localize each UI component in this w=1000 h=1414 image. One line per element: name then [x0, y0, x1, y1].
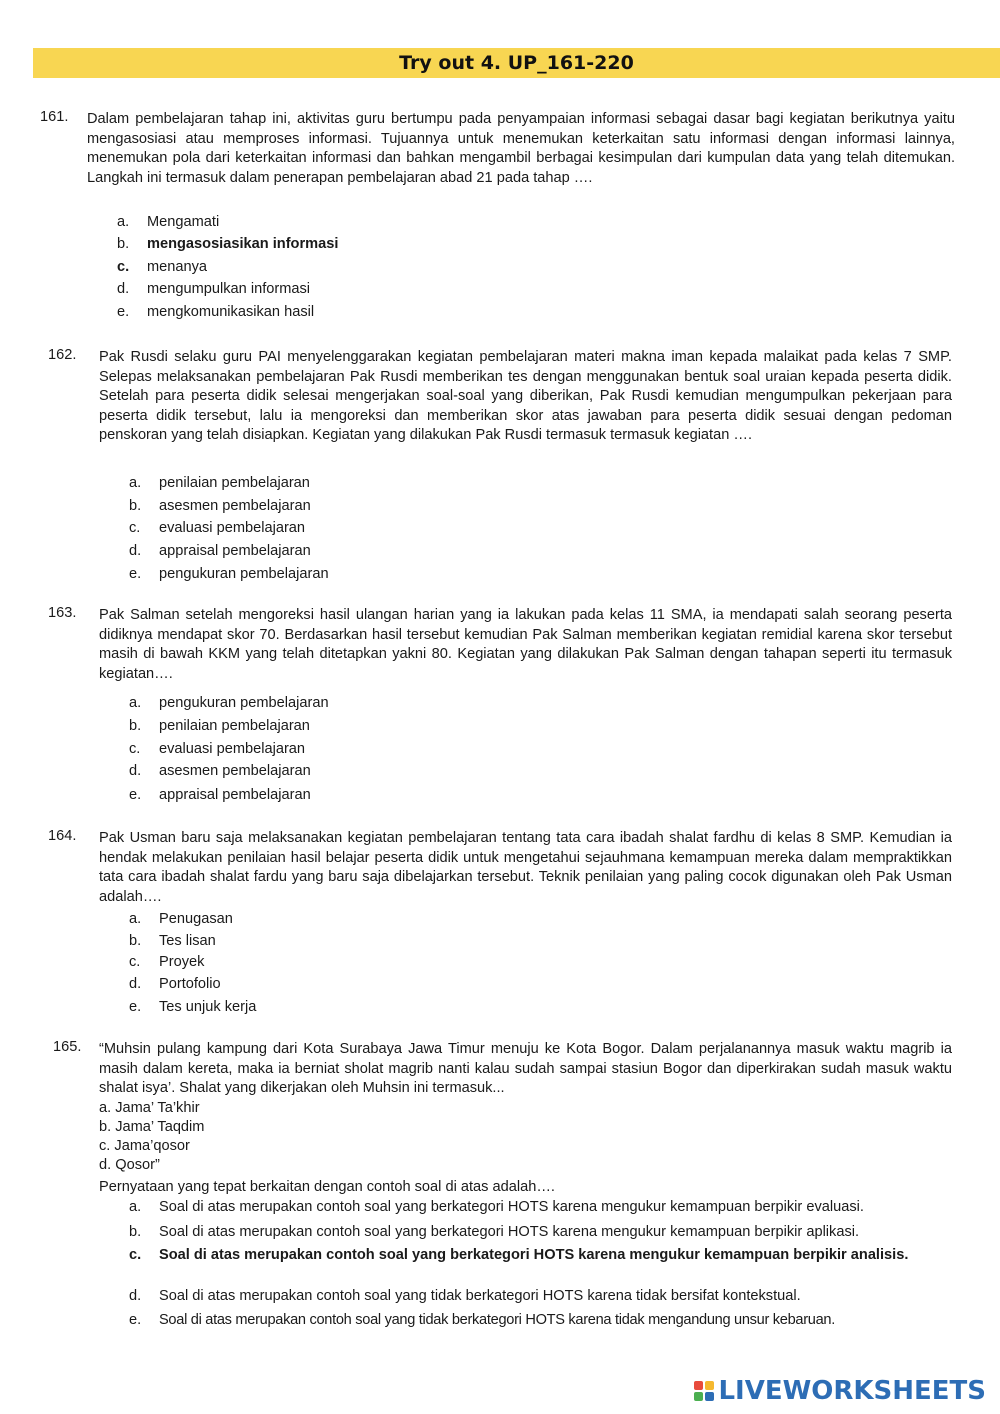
question-number: 161.	[40, 109, 69, 125]
question-prompt: Pernyataan yang tepat berkaitan dengan contoh soal di atas adalah….	[99, 1179, 555, 1195]
question-text: Dalam pembelajaran tahap ini, aktivitas guru bertumpu pada penyampaian informasi sebagai dasar bagi kegiatan berikutnya yaitu mengasosiasi atau memproses informasi. Tujuannya untuk menemukan keterkaitan satu informasi dengan informasi lainnya, menemukan pola dari keterkaitan informasi dan bahkan mengambil berbagai kesimpulan dari kumpulan data yang telah ditemukan. Langkah ini termasuk dalam penerapan pembelajaran abad 21 pada tahap ….	[87, 111, 955, 186]
question-text: Pak Rusdi selaku guru PAI menyelenggarakan kegiatan pembelajaran materi makna iman kepada malaikat pada kelas 7 SMP. Selepas melaksanakan pembelajaran Pak Rusdi memberikan tes dengan menggunakan bentuk soal uraian kepada peserta didik. Setelah para peserta didik selesai mengerjakan soal-soal yang diberikan, Pak Rusdi kemudian mengumpulkan pekerjaan para peserta didik tersebut, lalu ia mengoreksi dan memberikan skor atas jawaban para peserta didik sesuai dengan pedoman penskoran yang telah disiapkan. Kegiatan yang dilakukan Pak Rusdi termasuk termasuk kegiatan ….	[99, 349, 952, 444]
question-164: 164. Pak Usman baru saja melaksanakan kegiatan pembelajaran tentang tata cara ibadah shalat fardhu di kelas 8 SMP. Kemudian ia hendak melakukan penilaian hasil belajar peserta didik untuk mengetahui sejauhmana kemampuan mereka dalam mempraktikkan tata cara ibadah shalat fardu yang baru saja dibelajarkan tersebut. Teknik penilaian yang paling cocok digunakan oleh Pak Usman adalah…. a. Penugasan b. Tes lisan c. Proyek d. Portofolio e. Tes unjuk kerja	[48, 828, 952, 1015]
sub-option-b: b. Jama’ Taqdim	[99, 1119, 205, 1135]
question-text: Pak Salman setelah mengoreksi hasil ulangan harian yang ia lakukan pada kelas 11 SMA, ia mendapati salah seorang peserta didiknya mendapat skor 70. Berdasarkan hasil tersebut kemudian Pak Salman memberikan kegiatan remidial karena skor tersebut masih di bawah KKM yang telah ditetapkan yakni 80. Kegiatan yang dilakukan Pak Salman dengan tahapan seperti itu termasuk kegiatan….	[99, 607, 952, 682]
question-161: 161. Dalam pembelajaran tahap ini, aktivitas guru bertumpu pada penyampaian informasi sebagai dasar bagi kegiatan berikutnya yaitu mengasosiasi atau memproses informasi. Tujuannya untuk menemukan keterkaitan satu informasi dengan informasi lainnya, menemukan pola dari keterkaitan informasi dan bahkan mengambil berbagai kesimpulan dari kumpulan data yang telah ditemukan. Langkah ini termasuk dalam penerapan pembelajaran abad 21 pada tahap …. a. Mengamati b. mengasosiasikan informasi c. menanya d. mengumpulkan informasi e. mengkomunikasikan hasil	[40, 109, 955, 320]
logo-square-yellow	[705, 1381, 714, 1390]
question-number: 162.	[48, 347, 77, 363]
question-163: 163. Pak Salman setelah mengoreksi hasil ulangan harian yang ia lakukan pada kelas 11 SMA, ia mendapati salah seorang peserta didiknya mendapat skor 70. Berdasarkan hasil tersebut kemudian Pak Salman memberikan kegiatan remidial karena skor tersebut masih di bawah KKM yang telah ditetapkan yakni 80. Kegiatan yang dilakukan Pak Salman dengan tahapan seperti itu termasuk kegiatan…. a. pengukuran pembelajaran b. penilaian pembelajaran c. evaluasi pembelajaran d. asesmen pembelajaran e. appraisal pembelajaran	[48, 605, 952, 803]
title-banner	[33, 48, 1000, 78]
question-text: Pak Usman baru saja melaksanakan kegiatan pembelajaran tentang tata cara ibadah shalat fardhu di kelas 8 SMP. Kemudian ia hendak melakukan penilaian hasil belajar peserta didik untuk mengetahui sejauhmana kemampuan mereka dalam mempraktikkan tata cara ibadah shalat fardu yang baru saja dibelajarkan tersebut. Teknik penilaian yang paling cocok digunakan oleh Pak Usman adalah….	[99, 830, 952, 905]
sub-option-d: d. Qosor”	[99, 1157, 160, 1173]
liveworksheets-logo[interactable]	[694, 1376, 986, 1406]
page-title: Try out 4. UP_161-220	[399, 52, 634, 74]
logo-square-blue	[705, 1392, 714, 1401]
logo-square-green	[694, 1392, 703, 1401]
liveworksheets-grid-icon	[694, 1381, 714, 1401]
logo-square-red	[694, 1381, 703, 1390]
question-162: 162. Pak Rusdi selaku guru PAI menyelenggarakan kegiatan pembelajaran materi makna iman kepada malaikat pada kelas 7 SMP. Selepas melaksanakan pembelajaran Pak Rusdi memberikan tes dengan menggunakan bentuk soal uraian kepada peserta didik. Setelah para peserta didik selesai mengerjakan soal-soal yang diberikan, Pak Rusdi kemudian mengumpulkan pekerjaan para peserta didik tersebut, lalu ia mengoreksi dan memberikan skor atas jawaban para peserta didik sesuai dengan pedoman penskoran yang telah disiapkan. Kegiatan yang dilakukan Pak Rusdi termasuk termasuk kegiatan …. a. penilaian pembelajaran b. asesmen pembelajaran c. evaluasi pembelajaran d. appraisal pembelajaran e. pengukuran pembelajaran	[48, 347, 952, 582]
question-number: 164.	[48, 828, 77, 844]
question-165: 165. “Muhsin pulang kampung dari Kota Surabaya Jawa Timur menuju ke Kota Bogor. Dalam perjalanannya masuk waktu magrib ia masih dalam kereta, maka ia berniat sholat magrib nanti kalau sudah sampai stasiun Bogor dan diperkirakan sudah masuk waktu shalat isya’. Shalat yang dikerjakan oleh Muhsin ini termasuk... a. Jama’ Ta’khir b. Jama’ Taqdim c. Jama’qosor d. Qosor” Pernyataan yang tepat berkaitan dengan contoh soal di atas adalah…. a. Soal di atas merupakan contoh soal yang berkategori HOTS karena mengukur kemampuan berpikir evaluasi. b. Soal di atas merupakan contoh soal yang berkategori HOTS karena mengukur kemampuan berpikir aplikasi. c. Soal di atas merupakan contoh soal yang berkategori HOTS karena mengukur kemampuan berpikir analisis. d. Soal di atas merupakan contoh soal yang tidak berkategori HOTS karena tidak bersifat kontekstual. e. Soal di atas merupakan contoh soal yang tidak berkategori HOTS karena tidak mengandung unsur kebaruan.	[53, 1039, 952, 1328]
logo-text: LIVEWORKSHEETS	[718, 1376, 986, 1406]
sub-option-a: a. Jama’ Ta’khir	[99, 1100, 200, 1116]
sub-option-c: c. Jama’qosor	[99, 1138, 190, 1154]
question-number: 163.	[48, 605, 77, 621]
question-number: 165.	[53, 1039, 82, 1055]
question-text: “Muhsin pulang kampung dari Kota Surabaya Jawa Timur menuju ke Kota Bogor. Dalam perjalanannya masuk waktu magrib ia masih dalam kereta, maka ia berniat sholat magrib nanti kalau sudah sampai stasiun Bogor dan diperkirakan sudah masuk waktu shalat isya’. Shalat yang dikerjakan oleh Muhsin ini termasuk...	[99, 1041, 952, 1097]
